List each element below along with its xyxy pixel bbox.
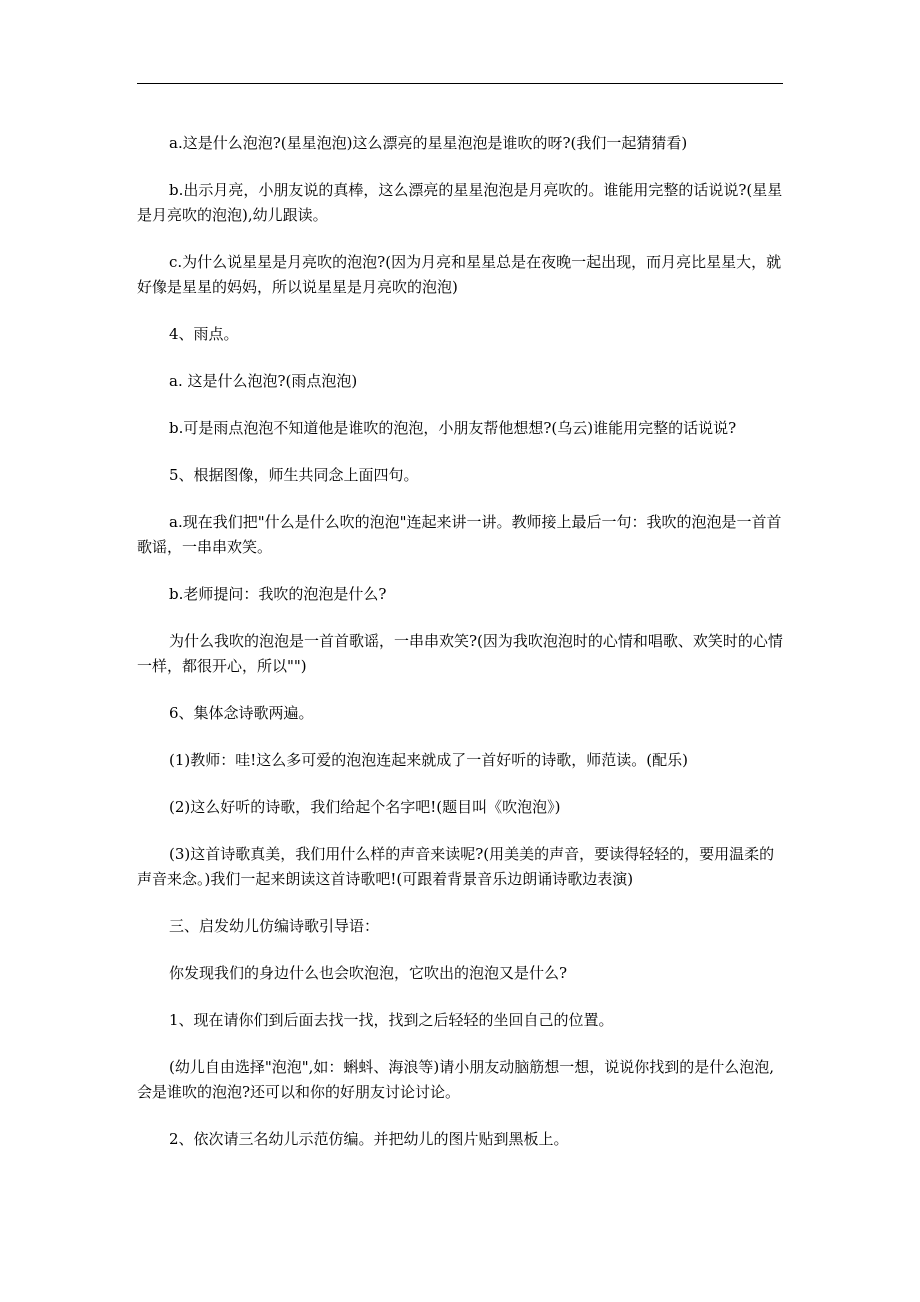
paragraph-9: b.老师提问：我吹的泡泡是什么? bbox=[169, 585, 387, 603]
paragraph-16: 你发现我们的身边什么也会吹泡泡，它吹出的泡泡又是什么? bbox=[169, 964, 568, 982]
paragraph-12: (1)教师：哇!这么多可爱的泡泡连起来就成了一首好听的诗歌，师范读。(配乐) bbox=[169, 751, 688, 769]
paragraph-8: a.现在我们把"什么是什么吹的泡泡"连起来讲一讲。教师接上最后一句：我吹的泡泡是一首首歌谣，一串串欢笑。 bbox=[137, 513, 782, 556]
header-rule bbox=[137, 83, 783, 84]
paragraph-1: a.这是什么泡泡?(星星泡泡)这么漂亮的星星泡泡是谁吹的呀?(我们一起猜猜看) bbox=[169, 134, 688, 152]
paragraph-2: b.出示月亮，小朋友说的真棒，这么漂亮的星星泡泡是月亮吹的。谁能用完整的话说说?(星星是月亮吹的泡泡),幼儿跟读。 bbox=[137, 181, 783, 224]
paragraph-14: (3)这首诗歌真美，我们用什么样的声音来读呢?(用美美的声音，要读得轻轻的，要用温柔的声音来念。)我们一起来朗读这首诗歌吧!(可跟着背景音乐边朗诵诗歌边表演) bbox=[137, 845, 775, 888]
paragraph-7: 5、根据图像，师生共同念上面四句。 bbox=[169, 466, 419, 484]
paragraph-17: 1、现在请你们到后面去找一找，找到之后轻轻的坐回自己的位置。 bbox=[169, 1011, 614, 1029]
paragraph-18: (幼儿自由选择"泡泡",如：蝌蚪、海浪等)请小朋友动脑筋想一想，说说你找到的是什么泡泡,会是谁吹的泡泡?还可以和你的好朋友讨论讨论。 bbox=[137, 1058, 775, 1101]
paragraph-6: b.可是雨点泡泡不知道他是谁吹的泡泡，小朋友帮他想想?(乌云)谁能用完整的话说说? bbox=[169, 419, 737, 437]
paragraph-19: 2、依次请三名幼儿示范仿编。并把幼儿的图片贴到黑板上。 bbox=[169, 1130, 569, 1148]
paragraph-5: a. 这是什么泡泡?(雨点泡泡) bbox=[169, 372, 358, 390]
paragraph-13: (2)这么好听的诗歌，我们给起个名字吧!(题目叫《吹泡泡》) bbox=[169, 798, 561, 816]
paragraph-4: 4、雨点。 bbox=[169, 325, 239, 343]
paragraph-15: 三、启发幼儿仿编诗歌引导语： bbox=[169, 917, 380, 935]
document-body bbox=[137, 131, 785, 1174]
paragraph-10: 为什么我吹的泡泡是一首首歌谣，一串串欢笑?(因为我吹泡泡时的心情和唱歌、欢笑时的心情一样，都很开心，所以"") bbox=[137, 632, 783, 675]
paragraph-3: c.为什么说星星是月亮吹的泡泡?(因为月亮和星星总是在夜晚一起出现，而月亮比星星大，就好像是星星的妈妈，所以说星星是月亮吹的泡泡) bbox=[137, 253, 782, 296]
paragraph-11: 6、集体念诗歌两遍。 bbox=[169, 704, 314, 722]
